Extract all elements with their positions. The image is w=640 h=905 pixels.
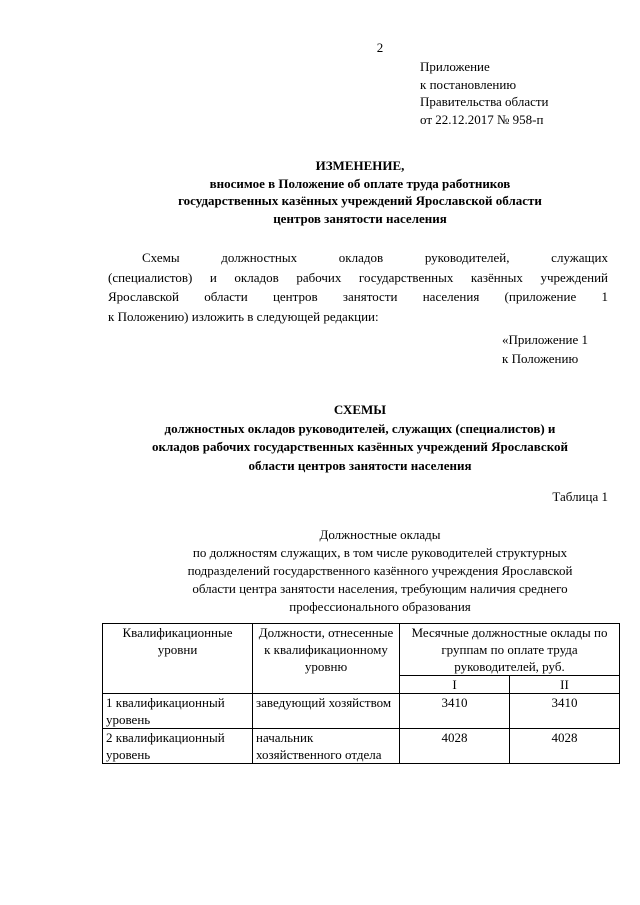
table-title-line: профессионального образования — [289, 599, 471, 614]
schemes-line: должностных окладов руководителей, служащих (специалистов) и — [164, 420, 556, 436]
cell-group-1: 4028 — [400, 729, 510, 764]
table-title-line: области центра занятости населения, требующим наличия среднего — [192, 581, 568, 596]
cell-level: 2 квалификационный уровень — [103, 729, 253, 764]
appendix-ref-line: к Положению — [502, 351, 579, 366]
change-heading-line: центров занятости населения — [273, 210, 447, 226]
appendix-reference — [502, 330, 588, 368]
appendix-line: от 22.12.2017 № 958-п — [420, 111, 544, 127]
cell-group-2: 3410 — [510, 694, 620, 729]
intro-line: Ярославской области центров занятости населения (приложение 1 — [108, 289, 608, 304]
intro-line: к Положению) изложить в следующей редакции: — [108, 308, 379, 324]
table-title — [130, 526, 630, 616]
intro-line: (специалистов) и окладов рабочих государственных казённых учреждений — [108, 269, 608, 285]
schemes-line: окладов рабочих государственных казённых учреждений Ярославской — [151, 439, 569, 454]
change-heading-line: государственных казённых учреждений Ярославской области — [178, 193, 542, 208]
cell-group-2: 4028 — [510, 729, 620, 764]
table-header-row — [103, 624, 620, 676]
appendix-line: Правительства области — [420, 94, 549, 109]
change-heading-title: ИЗМЕНЕНИЕ, — [315, 158, 405, 173]
intro-line: Схемы должностных окладов руководителей, служащих — [142, 250, 608, 265]
table-row — [103, 729, 620, 764]
appendix-line: к постановлению — [420, 76, 517, 92]
header-group-2: II — [510, 676, 620, 694]
cell-group-1: 3410 — [400, 694, 510, 729]
header-level: Квалификационные уровни — [103, 624, 253, 694]
header-salaries: Месячные должностные оклады по группам по оплате труда руководителей, руб. — [400, 624, 620, 676]
header-positions: Должности, отнесенные к квалификационному уровню — [253, 624, 400, 694]
table-label: Таблица 1 — [552, 489, 608, 504]
intro-paragraph — [108, 248, 608, 326]
cell-level: 1 квалификационный уровень — [103, 694, 253, 729]
salary-table — [102, 623, 620, 764]
table-title-line: подразделений государственного казённого учреждения Ярославской — [187, 563, 573, 578]
header-group-1: I — [400, 676, 510, 694]
schemes-heading — [60, 401, 640, 475]
cell-position: заведующий хозяйством — [253, 694, 400, 729]
appendix-line: Приложение — [420, 59, 490, 74]
cell-position: начальник хозяйственного отдела — [253, 729, 400, 764]
table-row — [103, 694, 620, 729]
schemes-title: СХЕМЫ — [333, 402, 387, 417]
table-title-line: по должностям служащих, в том числе руководителей структурных — [192, 545, 568, 560]
schemes-line: области центров занятости населения — [248, 457, 472, 473]
page-number: 2 — [376, 40, 384, 55]
change-heading-line: вносимое в Положение об оплате труда работников — [209, 175, 511, 191]
appendix-header — [420, 58, 549, 128]
appendix-ref-line: «Приложение 1 — [502, 332, 589, 347]
change-heading — [60, 157, 640, 227]
table-title-line: Должностные оклады — [319, 527, 441, 542]
